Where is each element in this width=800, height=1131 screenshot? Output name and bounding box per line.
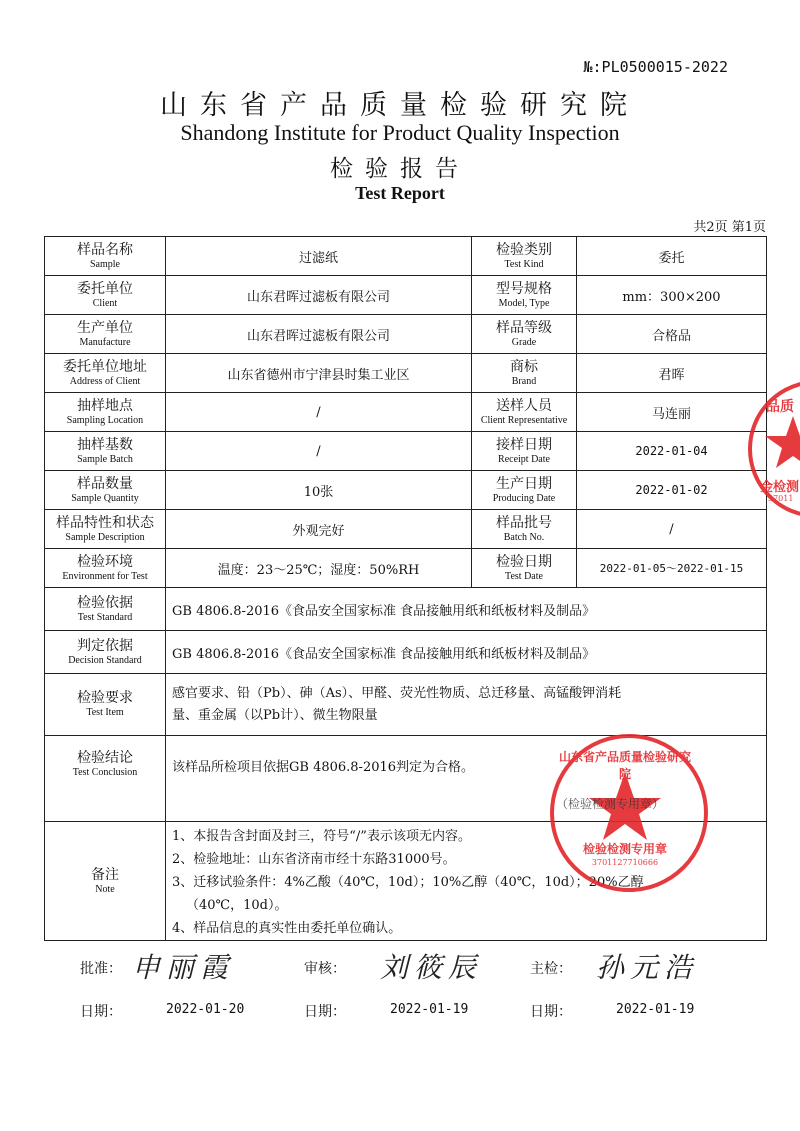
note-line: 2、检验地址：山东省济南市经十东路31000号。 bbox=[172, 851, 456, 867]
inspect-date-label: 日期： bbox=[530, 1004, 572, 1020]
test-item-label: 检验要求 Test Item bbox=[45, 674, 166, 736]
table-row bbox=[45, 354, 767, 393]
sample-batch-value: / bbox=[166, 432, 472, 471]
producing-date-label: 生产日期 Producing Date bbox=[472, 471, 577, 510]
test-standard-value: GB 4806.8-2016《食品安全国家标准 食品接触用纸和纸板材料及制品》 bbox=[166, 588, 767, 631]
sample-quantity-label: 样品数量 Sample Quantity bbox=[45, 471, 166, 510]
brand-value: 君晖 bbox=[577, 354, 767, 393]
side-seal-text: 品质 bbox=[766, 399, 794, 415]
sample-name-label: 样品名称 Sample bbox=[45, 237, 166, 276]
approve-date: 2022-01-20 bbox=[166, 1002, 245, 1017]
sample-description-label: 样品特性和状态 Sample Description bbox=[45, 510, 166, 549]
approve-label: 批准： bbox=[80, 961, 122, 977]
inspect-signature: 孙元浩 bbox=[596, 951, 699, 984]
client-rep-value: 马连丽 bbox=[577, 393, 767, 432]
note-line: 4、样品信息的真实性由委托单位确认。 bbox=[172, 920, 402, 936]
sampling-location-label: 抽样地点 Sampling Location bbox=[45, 393, 166, 432]
side-seal-code: 37011 bbox=[768, 494, 794, 503]
decision-standard-value: GB 4806.8-2016《食品安全国家标准 食品接触用纸和纸板材料及制品》 bbox=[166, 631, 767, 674]
table-row bbox=[45, 588, 767, 631]
seal-bottom-text: 检验检测专用章 bbox=[582, 842, 667, 856]
table-row bbox=[45, 237, 767, 276]
manufacture-label: 生产单位 Manufacture bbox=[45, 315, 166, 354]
address-label: 委托单位地址 Address of Client bbox=[45, 354, 166, 393]
client-value: 山东君晖过滤板有限公司 bbox=[166, 276, 472, 315]
report-number: №:PL0500015-2022 bbox=[583, 58, 728, 76]
test-item-value bbox=[166, 674, 767, 736]
side-seal-text-2: 金检测 bbox=[760, 480, 800, 495]
model-label: 型号规格 Model, Type bbox=[472, 276, 577, 315]
sample-description-value: 外观完好 bbox=[166, 510, 472, 549]
producing-date-value: 2022-01-02 bbox=[577, 471, 767, 510]
model-value: mm：300×200 bbox=[577, 276, 767, 315]
review-date: 2022-01-19 bbox=[390, 1002, 469, 1017]
conclusion-value: 该样品所检项目依据GB 4806.8-2016判定为合格。 bbox=[166, 736, 767, 822]
review-signature: 刘筱辰 bbox=[380, 951, 483, 984]
seal-code: 3701127710666 bbox=[591, 858, 659, 867]
receipt-date-label: 接样日期 Receipt Date bbox=[472, 432, 577, 471]
report-title-en: Test Report bbox=[355, 183, 445, 203]
test-date-label: 检验日期 Test Date bbox=[472, 549, 577, 588]
table-row bbox=[45, 432, 767, 471]
address-value: 山东省德州市宁津县时集工业区 bbox=[166, 354, 472, 393]
sampling-location-value: / bbox=[166, 393, 472, 432]
manufacture-value: 山东君晖过滤板有限公司 bbox=[166, 315, 472, 354]
review-date-label: 日期： bbox=[304, 1004, 346, 1020]
test-date-value: 2022-01-05～2022-01-15 bbox=[577, 549, 767, 588]
page-info: 共2页 第1页 bbox=[693, 220, 766, 235]
sample-quantity-value: 10张 bbox=[166, 471, 472, 510]
decision-standard-label: 判定依据 Decision Standard bbox=[45, 631, 166, 674]
table-row bbox=[45, 631, 767, 674]
sample-batch-label: 抽样基数 Sample Batch bbox=[45, 432, 166, 471]
note-line: （40℃，10d）。 bbox=[186, 897, 288, 913]
grade-value: 合格品 bbox=[577, 315, 767, 354]
test-item-line: 感官要求、铅（Pb）、砷（As）、甲醛、荧光性物质、总迁移量、高锰酸钾消耗 bbox=[172, 685, 622, 701]
note-line: 1、本报告含封面及封三，符号“/”表示该项无内容。 bbox=[172, 828, 471, 844]
environment-label: 检验环境 Environment for Test bbox=[45, 549, 166, 588]
environment-value: 温度：23～25℃；湿度：50%RH bbox=[166, 549, 472, 588]
institute-name-en: Shandong Institute for Product Quality Inspection bbox=[180, 120, 620, 145]
table-row bbox=[45, 393, 767, 432]
conclusion-label: 检验结论 Test Conclusion bbox=[45, 736, 166, 822]
batch-no-label: 样品批号 Batch No. bbox=[472, 510, 577, 549]
table-row bbox=[45, 276, 767, 315]
institute-name-cn: 山东省产品质量检验研究院 bbox=[160, 90, 640, 121]
grade-label: 样品等级 Grade bbox=[472, 315, 577, 354]
table-row bbox=[45, 471, 767, 510]
table-row bbox=[45, 674, 767, 736]
note-label: 备注 Note bbox=[45, 822, 166, 941]
batch-no-value: / bbox=[577, 510, 767, 549]
client-label: 委托单位 Client bbox=[45, 276, 166, 315]
report-title-cn: 检验报告 bbox=[330, 156, 470, 182]
review-label: 审核： bbox=[304, 961, 346, 977]
test-item-line: 量、重金属（以Pb计）、微生物限量 bbox=[172, 707, 378, 723]
table-row bbox=[45, 510, 767, 549]
inspect-date: 2022-01-19 bbox=[616, 1002, 695, 1017]
side-seal bbox=[748, 380, 800, 518]
table-row bbox=[45, 315, 767, 354]
test-kind-value: 委托 bbox=[577, 237, 767, 276]
inspection-seal bbox=[550, 734, 708, 892]
brand-label: 商标 Brand bbox=[472, 354, 577, 393]
note-line: 3、迁移试验条件：4%乙酸（40℃，10d）；10%乙醇（40℃，10d）；20%乙醇 bbox=[172, 874, 644, 890]
receipt-date-value: 2022-01-04 bbox=[577, 432, 767, 471]
inspect-label: 主检： bbox=[530, 961, 572, 977]
approve-date-label: 日期： bbox=[80, 1004, 122, 1020]
sample-name-value: 过滤纸 bbox=[166, 237, 472, 276]
seal-top-text: 山东省产品质量检验研究院 bbox=[558, 750, 691, 781]
approve-signature: 申丽霞 bbox=[132, 951, 235, 984]
client-rep-label: 送样人员 Client Representative bbox=[472, 393, 577, 432]
table-row bbox=[45, 549, 767, 588]
seal-overlay-text: （检验检测专用章） bbox=[556, 797, 665, 811]
test-kind-label: 检验类别 Test Kind bbox=[472, 237, 577, 276]
test-standard-label: 检验依据 Test Standard bbox=[45, 588, 166, 631]
